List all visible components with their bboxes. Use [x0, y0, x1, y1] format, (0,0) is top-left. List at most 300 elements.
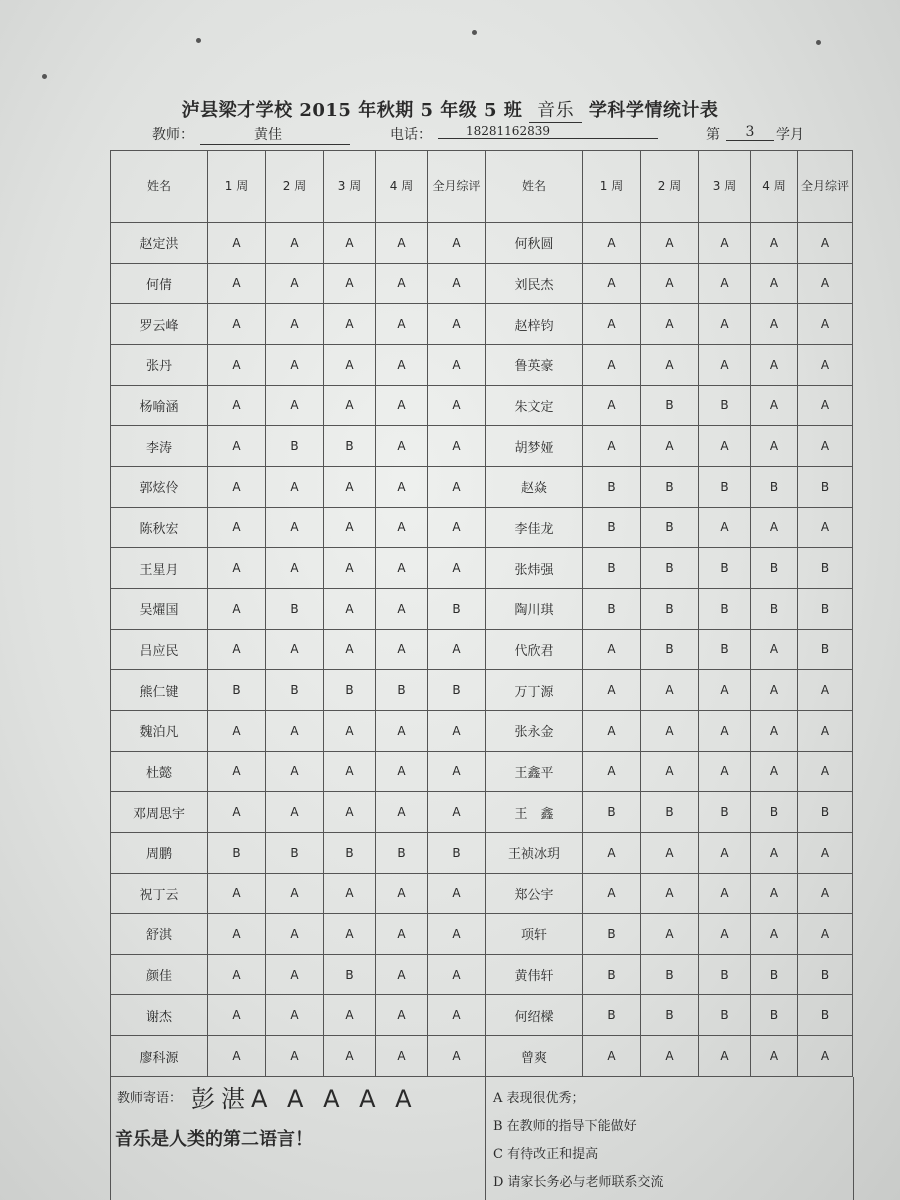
weekly-grade: A — [376, 1036, 428, 1077]
student-name: 郑公宇 — [486, 873, 583, 914]
student-name: 王 鑫 — [486, 792, 583, 833]
student-name: 罗云峰 — [111, 304, 208, 345]
weekly-grade: B — [751, 995, 798, 1036]
weekly-grade: A — [266, 629, 324, 670]
message-label: 教师寄语： — [117, 1091, 183, 1106]
weekly-grade: B — [583, 792, 641, 833]
weekly-grade: A — [641, 223, 699, 264]
weekly-grade: A — [208, 995, 266, 1036]
weekly-grade: B — [699, 995, 751, 1036]
weekly-grade: A — [583, 751, 641, 792]
monthly-grade: A — [428, 873, 486, 914]
weekly-grade: A — [208, 507, 266, 548]
monthly-grade: A — [428, 466, 486, 507]
table-row — [111, 792, 853, 833]
monthly-grade: A — [798, 710, 853, 751]
column-header: 2 周 — [266, 151, 324, 223]
header-row — [111, 151, 853, 223]
weekly-grade: A — [699, 223, 751, 264]
weekly-grade: B — [699, 548, 751, 589]
teacher-name: 黄佳 — [200, 124, 350, 145]
weekly-grade: A — [376, 223, 428, 264]
monthly-grade: A — [428, 223, 486, 264]
weekly-grade: A — [324, 548, 376, 589]
weekly-grade: A — [376, 792, 428, 833]
weekly-grade: B — [751, 548, 798, 589]
monthly-grade: A — [798, 426, 853, 467]
monthly-grade: B — [428, 670, 486, 711]
weekly-grade: A — [751, 751, 798, 792]
weekly-grade: A — [641, 1036, 699, 1077]
table-row — [111, 304, 853, 345]
weekly-grade: A — [266, 548, 324, 589]
table-row — [111, 223, 853, 264]
student-name: 何倩 — [111, 263, 208, 304]
weekly-grade: A — [376, 710, 428, 751]
weekly-grade: A — [699, 263, 751, 304]
weekly-grade: B — [583, 466, 641, 507]
paper-speck — [816, 40, 821, 45]
weekly-grade: B — [641, 507, 699, 548]
weekly-grade: B — [641, 588, 699, 629]
weekly-grade: B — [641, 466, 699, 507]
student-name: 杨喻涵 — [111, 385, 208, 426]
weekly-grade: B — [376, 832, 428, 873]
weekly-grade: A — [583, 710, 641, 751]
weekly-grade: A — [751, 507, 798, 548]
school-term: 泸县梁才学校 2015 年秋期 5 年级 5 班 — [181, 100, 523, 121]
weekly-grade: A — [641, 832, 699, 873]
weekly-grade: A — [751, 385, 798, 426]
weekly-grade: A — [208, 873, 266, 914]
monthly-grade: A — [428, 507, 486, 548]
weekly-grade: A — [751, 263, 798, 304]
weekly-grade: A — [583, 385, 641, 426]
weekly-grade: B — [699, 466, 751, 507]
monthly-grade: B — [798, 466, 853, 507]
table-row — [111, 629, 853, 670]
weekly-grade: A — [751, 223, 798, 264]
student-name: 张丹 — [111, 344, 208, 385]
subject-field: 音乐 — [529, 96, 582, 123]
weekly-grade: B — [699, 954, 751, 995]
weekly-grade: A — [208, 548, 266, 589]
student-name: 陶川琪 — [486, 588, 583, 629]
student-name: 邓周思宇 — [111, 792, 208, 833]
monthly-grade: A — [798, 751, 853, 792]
weekly-grade: A — [208, 914, 266, 955]
weekly-grade: A — [266, 304, 324, 345]
weekly-grade: A — [208, 466, 266, 507]
month-suffix: 学月 — [776, 127, 804, 143]
table-row — [111, 385, 853, 426]
table-row — [111, 507, 853, 548]
weekly-grade: A — [324, 223, 376, 264]
student-name: 朱文定 — [486, 385, 583, 426]
monthly-grade: A — [428, 792, 486, 833]
weekly-grade: A — [324, 507, 376, 548]
weekly-grade: A — [208, 588, 266, 629]
grade-legend — [493, 1087, 664, 1199]
legend-item-d: D 请家长务必与老师联系交流 — [493, 1175, 664, 1190]
weekly-grade: A — [583, 873, 641, 914]
weekly-grade: A — [324, 385, 376, 426]
paper-speck — [196, 38, 201, 43]
student-name: 赵梓钧 — [486, 304, 583, 345]
weekly-grade: A — [208, 751, 266, 792]
weekly-grade: B — [641, 629, 699, 670]
weekly-grade: A — [583, 1036, 641, 1077]
monthly-grade: A — [798, 832, 853, 873]
table-row — [111, 873, 853, 914]
form-title — [0, 96, 900, 123]
student-name: 魏泊凡 — [111, 710, 208, 751]
student-name: 张炜强 — [486, 548, 583, 589]
student-name: 吴燿国 — [111, 588, 208, 629]
weekly-grade: A — [376, 263, 428, 304]
weekly-grade: A — [266, 995, 324, 1036]
monthly-grade: B — [428, 832, 486, 873]
student-name: 周鹏 — [111, 832, 208, 873]
weekly-grade: A — [208, 629, 266, 670]
weekly-grade: B — [266, 670, 324, 711]
column-header: 2 周 — [641, 151, 699, 223]
monthly-grade: A — [798, 914, 853, 955]
student-name: 赵定洪 — [111, 223, 208, 264]
monthly-grade: A — [798, 344, 853, 385]
monthly-grade: A — [798, 263, 853, 304]
weekly-grade: A — [641, 914, 699, 955]
student-name: 曾爽 — [486, 1036, 583, 1077]
weekly-grade: A — [324, 873, 376, 914]
weekly-grade: A — [324, 914, 376, 955]
column-header: 1 周 — [583, 151, 641, 223]
student-name: 项轩 — [486, 914, 583, 955]
weekly-grade: B — [208, 670, 266, 711]
weekly-grade: A — [583, 670, 641, 711]
grades-table — [110, 150, 853, 1077]
weekly-grade: A — [208, 1036, 266, 1077]
weekly-grade: A — [641, 344, 699, 385]
monthly-grade: A — [428, 629, 486, 670]
student-name: 鲁英豪 — [486, 344, 583, 385]
month-number: 3 — [726, 124, 774, 141]
weekly-grade: A — [699, 1036, 751, 1077]
table-row — [111, 751, 853, 792]
weekly-grade: A — [324, 304, 376, 345]
weekly-grade: A — [699, 670, 751, 711]
weekly-grade: A — [208, 385, 266, 426]
weekly-grade: A — [266, 263, 324, 304]
weekly-grade: A — [751, 670, 798, 711]
column-header: 4 周 — [751, 151, 798, 223]
weekly-grade: A — [208, 344, 266, 385]
weekly-grade: A — [376, 751, 428, 792]
weekly-grade: A — [583, 263, 641, 304]
monthly-grade: B — [428, 588, 486, 629]
table-row — [111, 954, 853, 995]
weekly-grade: A — [266, 792, 324, 833]
student-name: 赵焱 — [486, 466, 583, 507]
weekly-grade: A — [641, 263, 699, 304]
legend-item-c: C 有待改正和提高 — [493, 1147, 599, 1162]
table-row — [111, 263, 853, 304]
monthly-grade: A — [428, 263, 486, 304]
weekly-grade: A — [751, 832, 798, 873]
weekly-grade: A — [641, 751, 699, 792]
column-header: 全月综评 — [428, 151, 486, 223]
weekly-grade: A — [324, 344, 376, 385]
weekly-grade: A — [583, 426, 641, 467]
weekly-grade: A — [208, 223, 266, 264]
weekly-grade: A — [324, 629, 376, 670]
weekly-grade: B — [324, 670, 376, 711]
weekly-grade: B — [699, 629, 751, 670]
weekly-grade: A — [324, 588, 376, 629]
paper-speck — [42, 74, 47, 79]
monthly-grade: A — [798, 1036, 853, 1077]
weekly-grade: A — [324, 995, 376, 1036]
weekly-grade: B — [583, 548, 641, 589]
weekly-grade: B — [266, 588, 324, 629]
teacher-label: 教师： — [152, 127, 194, 143]
monthly-grade: A — [798, 223, 853, 264]
weekly-grade: B — [751, 954, 798, 995]
student-name: 谢杰 — [111, 995, 208, 1036]
weekly-grade: A — [266, 751, 324, 792]
handwritten-message: 彭湛A A A A A — [191, 1085, 418, 1113]
weekly-grade: A — [324, 1036, 376, 1077]
weekly-grade: A — [699, 873, 751, 914]
table-row — [111, 995, 853, 1036]
weekly-grade: A — [266, 954, 324, 995]
legend-item-b: B 在教师的指导下能做好 — [493, 1119, 637, 1134]
weekly-grade: A — [324, 710, 376, 751]
monthly-grade: A — [428, 385, 486, 426]
weekly-grade: A — [324, 751, 376, 792]
weekly-grade: A — [266, 914, 324, 955]
weekly-grade: A — [699, 344, 751, 385]
monthly-grade: A — [428, 548, 486, 589]
weekly-grade: A — [641, 710, 699, 751]
weekly-grade: B — [266, 832, 324, 873]
monthly-grade: B — [798, 792, 853, 833]
weekly-grade: A — [266, 223, 324, 264]
weekly-grade: A — [751, 1036, 798, 1077]
weekly-grade: A — [376, 548, 428, 589]
weekly-grade: A — [751, 304, 798, 345]
column-header: 1 周 — [208, 151, 266, 223]
weekly-grade: A — [266, 710, 324, 751]
table-row — [111, 832, 853, 873]
weekly-grade: A — [751, 426, 798, 467]
weekly-grade: A — [208, 426, 266, 467]
weekly-grade: B — [641, 792, 699, 833]
student-name: 杜懿 — [111, 751, 208, 792]
weekly-grade: B — [583, 914, 641, 955]
weekly-grade: A — [266, 344, 324, 385]
table-row — [111, 466, 853, 507]
monthly-grade: B — [798, 629, 853, 670]
weekly-grade: B — [583, 588, 641, 629]
monthly-grade: A — [428, 344, 486, 385]
weekly-grade: A — [376, 507, 428, 548]
weekly-grade: A — [583, 304, 641, 345]
weekly-grade: A — [376, 385, 428, 426]
student-name: 王祯冰玥 — [486, 832, 583, 873]
weekly-grade: B — [751, 792, 798, 833]
weekly-grade: B — [208, 832, 266, 873]
weekly-grade: A — [641, 426, 699, 467]
weekly-grade: A — [751, 344, 798, 385]
monthly-grade: B — [798, 588, 853, 629]
month-prefix: 第 — [706, 127, 720, 143]
column-header-name: 姓名 — [486, 151, 583, 223]
weekly-grade: A — [376, 954, 428, 995]
weekly-grade: B — [266, 426, 324, 467]
student-name: 王鑫平 — [486, 751, 583, 792]
weekly-grade: A — [751, 710, 798, 751]
weekly-grade: A — [376, 588, 428, 629]
weekly-grade: A — [583, 832, 641, 873]
weekly-grade: A — [376, 914, 428, 955]
student-name: 舒淇 — [111, 914, 208, 955]
weekly-grade: A — [699, 304, 751, 345]
weekly-grade: A — [266, 1036, 324, 1077]
student-name: 吕应民 — [111, 629, 208, 670]
paper-speck — [472, 30, 477, 35]
footer-divider — [485, 1077, 486, 1200]
weekly-grade: B — [699, 588, 751, 629]
weekly-grade: A — [376, 995, 428, 1036]
weekly-grade: B — [583, 954, 641, 995]
column-header: 全月综评 — [798, 151, 853, 223]
footer-area — [110, 1077, 854, 1200]
monthly-grade: A — [428, 954, 486, 995]
student-name: 陈秋宏 — [111, 507, 208, 548]
weekly-grade: B — [324, 832, 376, 873]
student-name: 代欣君 — [486, 629, 583, 670]
monthly-grade: B — [798, 954, 853, 995]
weekly-grade: B — [751, 466, 798, 507]
phone-number: 18281162839 — [438, 124, 658, 139]
student-name: 何绍樑 — [486, 995, 583, 1036]
weekly-grade: B — [324, 954, 376, 995]
student-name: 刘民杰 — [486, 263, 583, 304]
weekly-grade: B — [641, 548, 699, 589]
weekly-grade: A — [376, 466, 428, 507]
weekly-grade: A — [699, 832, 751, 873]
weekly-grade: A — [583, 223, 641, 264]
table-row — [111, 710, 853, 751]
weekly-grade: A — [699, 426, 751, 467]
weekly-grade: B — [583, 507, 641, 548]
monthly-grade: A — [428, 426, 486, 467]
weekly-grade: A — [266, 385, 324, 426]
weekly-grade: A — [751, 629, 798, 670]
table-row — [111, 588, 853, 629]
weekly-grade: A — [266, 873, 324, 914]
weekly-grade: A — [699, 751, 751, 792]
table-row — [111, 1036, 853, 1077]
column-header: 3 周 — [699, 151, 751, 223]
student-name: 万丁源 — [486, 670, 583, 711]
monthly-grade: B — [798, 548, 853, 589]
column-header: 4 周 — [376, 151, 428, 223]
student-name: 祝丁云 — [111, 873, 208, 914]
weekly-grade: A — [751, 873, 798, 914]
weekly-grade: A — [699, 507, 751, 548]
weekly-grade: B — [751, 588, 798, 629]
monthly-grade: A — [798, 670, 853, 711]
weekly-grade: A — [641, 873, 699, 914]
weekly-grade: A — [376, 629, 428, 670]
monthly-grade: A — [428, 304, 486, 345]
weekly-grade: B — [641, 995, 699, 1036]
slogan: 音乐是人类的第二语言！ — [115, 1129, 313, 1150]
student-name: 王星月 — [111, 548, 208, 589]
weekly-grade: A — [376, 344, 428, 385]
weekly-grade: B — [583, 995, 641, 1036]
student-name: 黄伟轩 — [486, 954, 583, 995]
student-name: 李涛 — [111, 426, 208, 467]
student-name: 廖科源 — [111, 1036, 208, 1077]
weekly-grade: B — [641, 385, 699, 426]
weekly-grade: A — [324, 466, 376, 507]
title-suffix: 学科学情统计表 — [588, 100, 719, 121]
monthly-grade: A — [798, 873, 853, 914]
weekly-grade: A — [208, 954, 266, 995]
weekly-grade: A — [324, 792, 376, 833]
weekly-grade: A — [376, 426, 428, 467]
column-header-name: 姓名 — [111, 151, 208, 223]
weekly-grade: A — [324, 263, 376, 304]
monthly-grade: A — [428, 710, 486, 751]
monthly-grade: B — [798, 995, 853, 1036]
student-name: 李佳龙 — [486, 507, 583, 548]
weekly-grade: B — [376, 670, 428, 711]
student-name: 何秋圆 — [486, 223, 583, 264]
monthly-grade: A — [798, 507, 853, 548]
phone-label: 电话： — [390, 127, 432, 143]
monthly-grade: A — [428, 995, 486, 1036]
weekly-grade: A — [376, 304, 428, 345]
weekly-grade: A — [376, 873, 428, 914]
weekly-grade: B — [324, 426, 376, 467]
weekly-grade: A — [583, 344, 641, 385]
weekly-grade: B — [641, 954, 699, 995]
table-row — [111, 914, 853, 955]
weekly-grade: A — [641, 304, 699, 345]
student-name: 颜佳 — [111, 954, 208, 995]
weekly-grade: A — [699, 914, 751, 955]
weekly-grade: B — [699, 385, 751, 426]
weekly-grade: A — [699, 710, 751, 751]
form-subtitle — [0, 124, 900, 150]
table-row — [111, 344, 853, 385]
legend-item-a: A 表现很优秀； — [493, 1091, 585, 1106]
student-name: 熊仁键 — [111, 670, 208, 711]
monthly-grade: A — [798, 304, 853, 345]
weekly-grade: A — [751, 914, 798, 955]
weekly-grade: A — [266, 507, 324, 548]
weekly-grade: A — [208, 792, 266, 833]
student-name: 张永金 — [486, 710, 583, 751]
weekly-grade: A — [266, 466, 324, 507]
monthly-grade: A — [798, 385, 853, 426]
weekly-grade: A — [208, 304, 266, 345]
student-name: 郭炫伶 — [111, 466, 208, 507]
